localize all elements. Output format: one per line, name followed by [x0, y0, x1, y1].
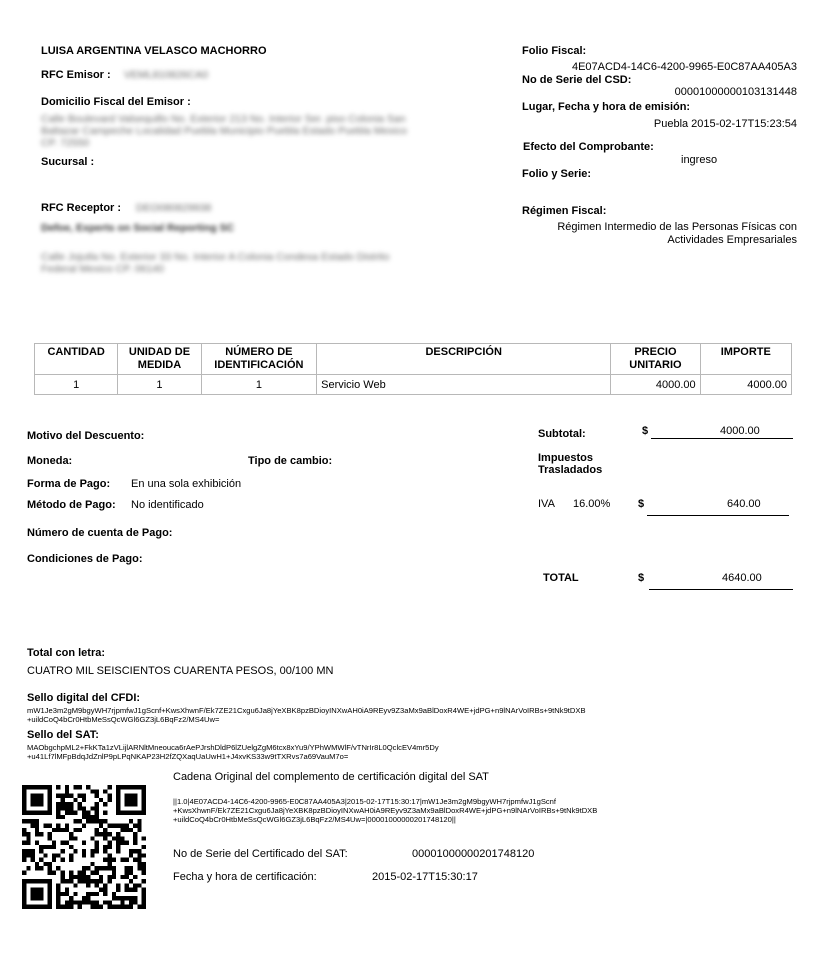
- col-descripcion: DESCRIPCIÓN: [317, 344, 611, 375]
- total-currency: $: [638, 572, 645, 584]
- iva-underline: [647, 515, 789, 516]
- col-cantidad: CANTIDAD: [35, 344, 118, 375]
- total-underline: [649, 589, 793, 590]
- folio-fiscal-label: Folio Fiscal:: [522, 45, 587, 57]
- domicilio-emisor-label: Domicilio Fiscal del Emisor :: [41, 96, 191, 108]
- items-table: [34, 343, 792, 395]
- table-row: [35, 375, 792, 395]
- subtotal-underline: [651, 438, 793, 439]
- iva-rate: 16.00%: [573, 498, 611, 510]
- sello-cfdi-label: Sello digital del CFDI:: [27, 692, 141, 704]
- subtotal-value: 4000.00: [720, 425, 760, 437]
- sello-sat-value: MAObgchpML2+FkKTa1zVLijlARNltMneouca6rAePJrshDldP6lZUelgZgM6tcx8xYu9/YPhWMWlF/vTNrIr8L0QclcEV4mr5Dy +u41Lf7lMFpBdqJdZnlP9pLPqNKAP23H2fZQXaqUaUwH1+J4xvKS33w9tTXRvs7a69VauM7o=: [27, 743, 439, 761]
- fecha-cert-value: 2015-02-17T15:30:17: [372, 871, 478, 883]
- forma-pago-label: Forma de Pago:: [27, 478, 111, 490]
- rfc-emisor-value: VEML810826CA0: [124, 69, 209, 81]
- moneda-label: Moneda:: [27, 455, 73, 467]
- condiciones-pago-label: Condiciones de Pago:: [27, 553, 143, 565]
- total-letra-label: Total con letra:: [27, 647, 106, 659]
- forma-pago-value: En una sola exhibición: [131, 478, 242, 490]
- regimen-label: Régimen Fiscal:: [522, 205, 607, 217]
- regimen-value: Régimen Intermedio de las Personas Físicas con Actividades Empresariales: [557, 221, 797, 246]
- metodo-pago-value: No identificado: [131, 499, 204, 511]
- rfc-receptor-label: RFC Receptor :: [41, 202, 122, 214]
- col-unidad: UNIDAD DE MEDIDA: [118, 344, 201, 375]
- total-letra-value: CUATRO MIL SEISCIENTOS CUARENTA PESOS, 00/100 MN: [27, 665, 334, 677]
- lugar-fecha-label: Lugar, Fecha y hora de emisión:: [522, 101, 691, 113]
- lugar-fecha-value: Puebla 2015-02-17T15:23:54: [653, 118, 797, 130]
- fecha-cert-label: Fecha y hora de certificación:: [173, 871, 317, 883]
- cell-importe: 4000.00: [700, 375, 791, 395]
- cadena-title: Cadena Original del complemento de certificación digital del SAT: [173, 771, 489, 783]
- cell-precio: 4000.00: [611, 375, 700, 395]
- col-numero: NÚMERO DE IDENTIFICACIÓN: [201, 344, 316, 375]
- total-value: 4640.00: [722, 572, 762, 584]
- rfc-receptor-value: DEO080829938: [136, 202, 212, 214]
- iva-value: 640.00: [727, 498, 761, 510]
- receptor-nombre: Defoe, Experts on Social Reporting SC: [41, 222, 235, 234]
- domicilio-emisor-value: Calle Boulevard Valsequillo No. Exterior 213 No. Interior Ser. piso Colonia San Baltazar Campeche Localidad Puebla Municipio Puebla Estado Puebla Mexico CP. 72550: [41, 113, 407, 149]
- tipo-cambio-label: Tipo de cambio:: [248, 455, 333, 467]
- table-header-row: [35, 344, 792, 375]
- iva-currency: $: [638, 498, 645, 510]
- folio-fiscal-value: 4E07ACD4-14C6-4200-9965-E0C87AA405A3: [571, 61, 797, 73]
- folio-serie-label: Folio y Serie:: [522, 168, 592, 180]
- subtotal-currency: $: [642, 425, 649, 437]
- qr-code-icon: [22, 785, 146, 909]
- subtotal-label: Subtotal:: [538, 428, 586, 440]
- cadena-value: ||1.0|4E07ACD4-14C6-4200-9965-E0C87AA405A3|2015-02-17T15:30:17|mW1Je3m2gM9bgyWH7rjpmfwJ1gScnf +KwsXhwnF/Ek7ZE21Cxgu6Ja8jYeXBK8pzBDioyINXwAH0iA9REyv9Z3aMx9aBlDoxR4WE+jdPG+n9lNArVoIRBs+9tNk9tDXB +uildCoQ4bCr0HtbMeSsQcWGl6GZ3jL6BqFz2/MS4Uw=|00001000000201748120||: [173, 797, 598, 824]
- metodo-pago-label: Método de Pago:: [27, 499, 116, 511]
- cell-descripcion: Servicio Web: [317, 375, 611, 395]
- rfc-emisor-label: RFC Emisor :: [41, 69, 111, 81]
- domicilio-receptor-value: Calle Jojutla No. Exterior 33 No. Interior A Colonia Condesa Estado Distrito Federal Mexico CP. 06140: [41, 251, 390, 275]
- cert-sat-value: 00001000000201748120: [412, 848, 535, 860]
- total-label: TOTAL: [543, 572, 579, 584]
- serie-csd-label: No de Serie del CSD:: [522, 74, 632, 86]
- serie-csd-value: 00001000000103131448: [674, 86, 797, 98]
- cert-sat-label: No de Serie del Certificado del SAT:: [173, 848, 348, 860]
- sello-cfdi-value: mW1Je3m2gM9bgyWH7rjpmfwJ1gScnf+KwsXhwnF/Ek7ZE21Cxgu6Ja8jYeXBK8pzBDioyINXwAH0iA9REyv9Z3aMx9aBlDoxR4WE+jdPG+n9lNArVoIRBs+9tNk9tDXB +uildCoQ4bCr0HtbMeSsQcWGl6GZ3jL6BqFz2/MS4Uw=: [27, 706, 586, 724]
- cell-cantidad: 1: [35, 375, 118, 395]
- efecto-value: ingreso: [681, 154, 718, 166]
- impuestos-label: Impuestos Trasladados: [538, 452, 603, 476]
- cell-unidad: 1: [118, 375, 201, 395]
- col-importe: IMPORTE: [700, 344, 791, 375]
- col-precio: PRECIO UNITARIO: [611, 344, 700, 375]
- cell-numero: 1: [201, 375, 316, 395]
- iva-label: IVA: [538, 498, 555, 510]
- sucursal-label: Sucursal :: [41, 156, 95, 168]
- emisor-nombre: LUISA ARGENTINA VELASCO MACHORRO: [41, 45, 267, 57]
- cuenta-pago-label: Número de cuenta de Pago:: [27, 527, 173, 539]
- motivo-descuento-label: Motivo del Descuento:: [27, 430, 145, 442]
- efecto-label: Efecto del Comprobante:: [523, 141, 654, 153]
- sello-sat-label: Sello del SAT:: [27, 729, 99, 741]
